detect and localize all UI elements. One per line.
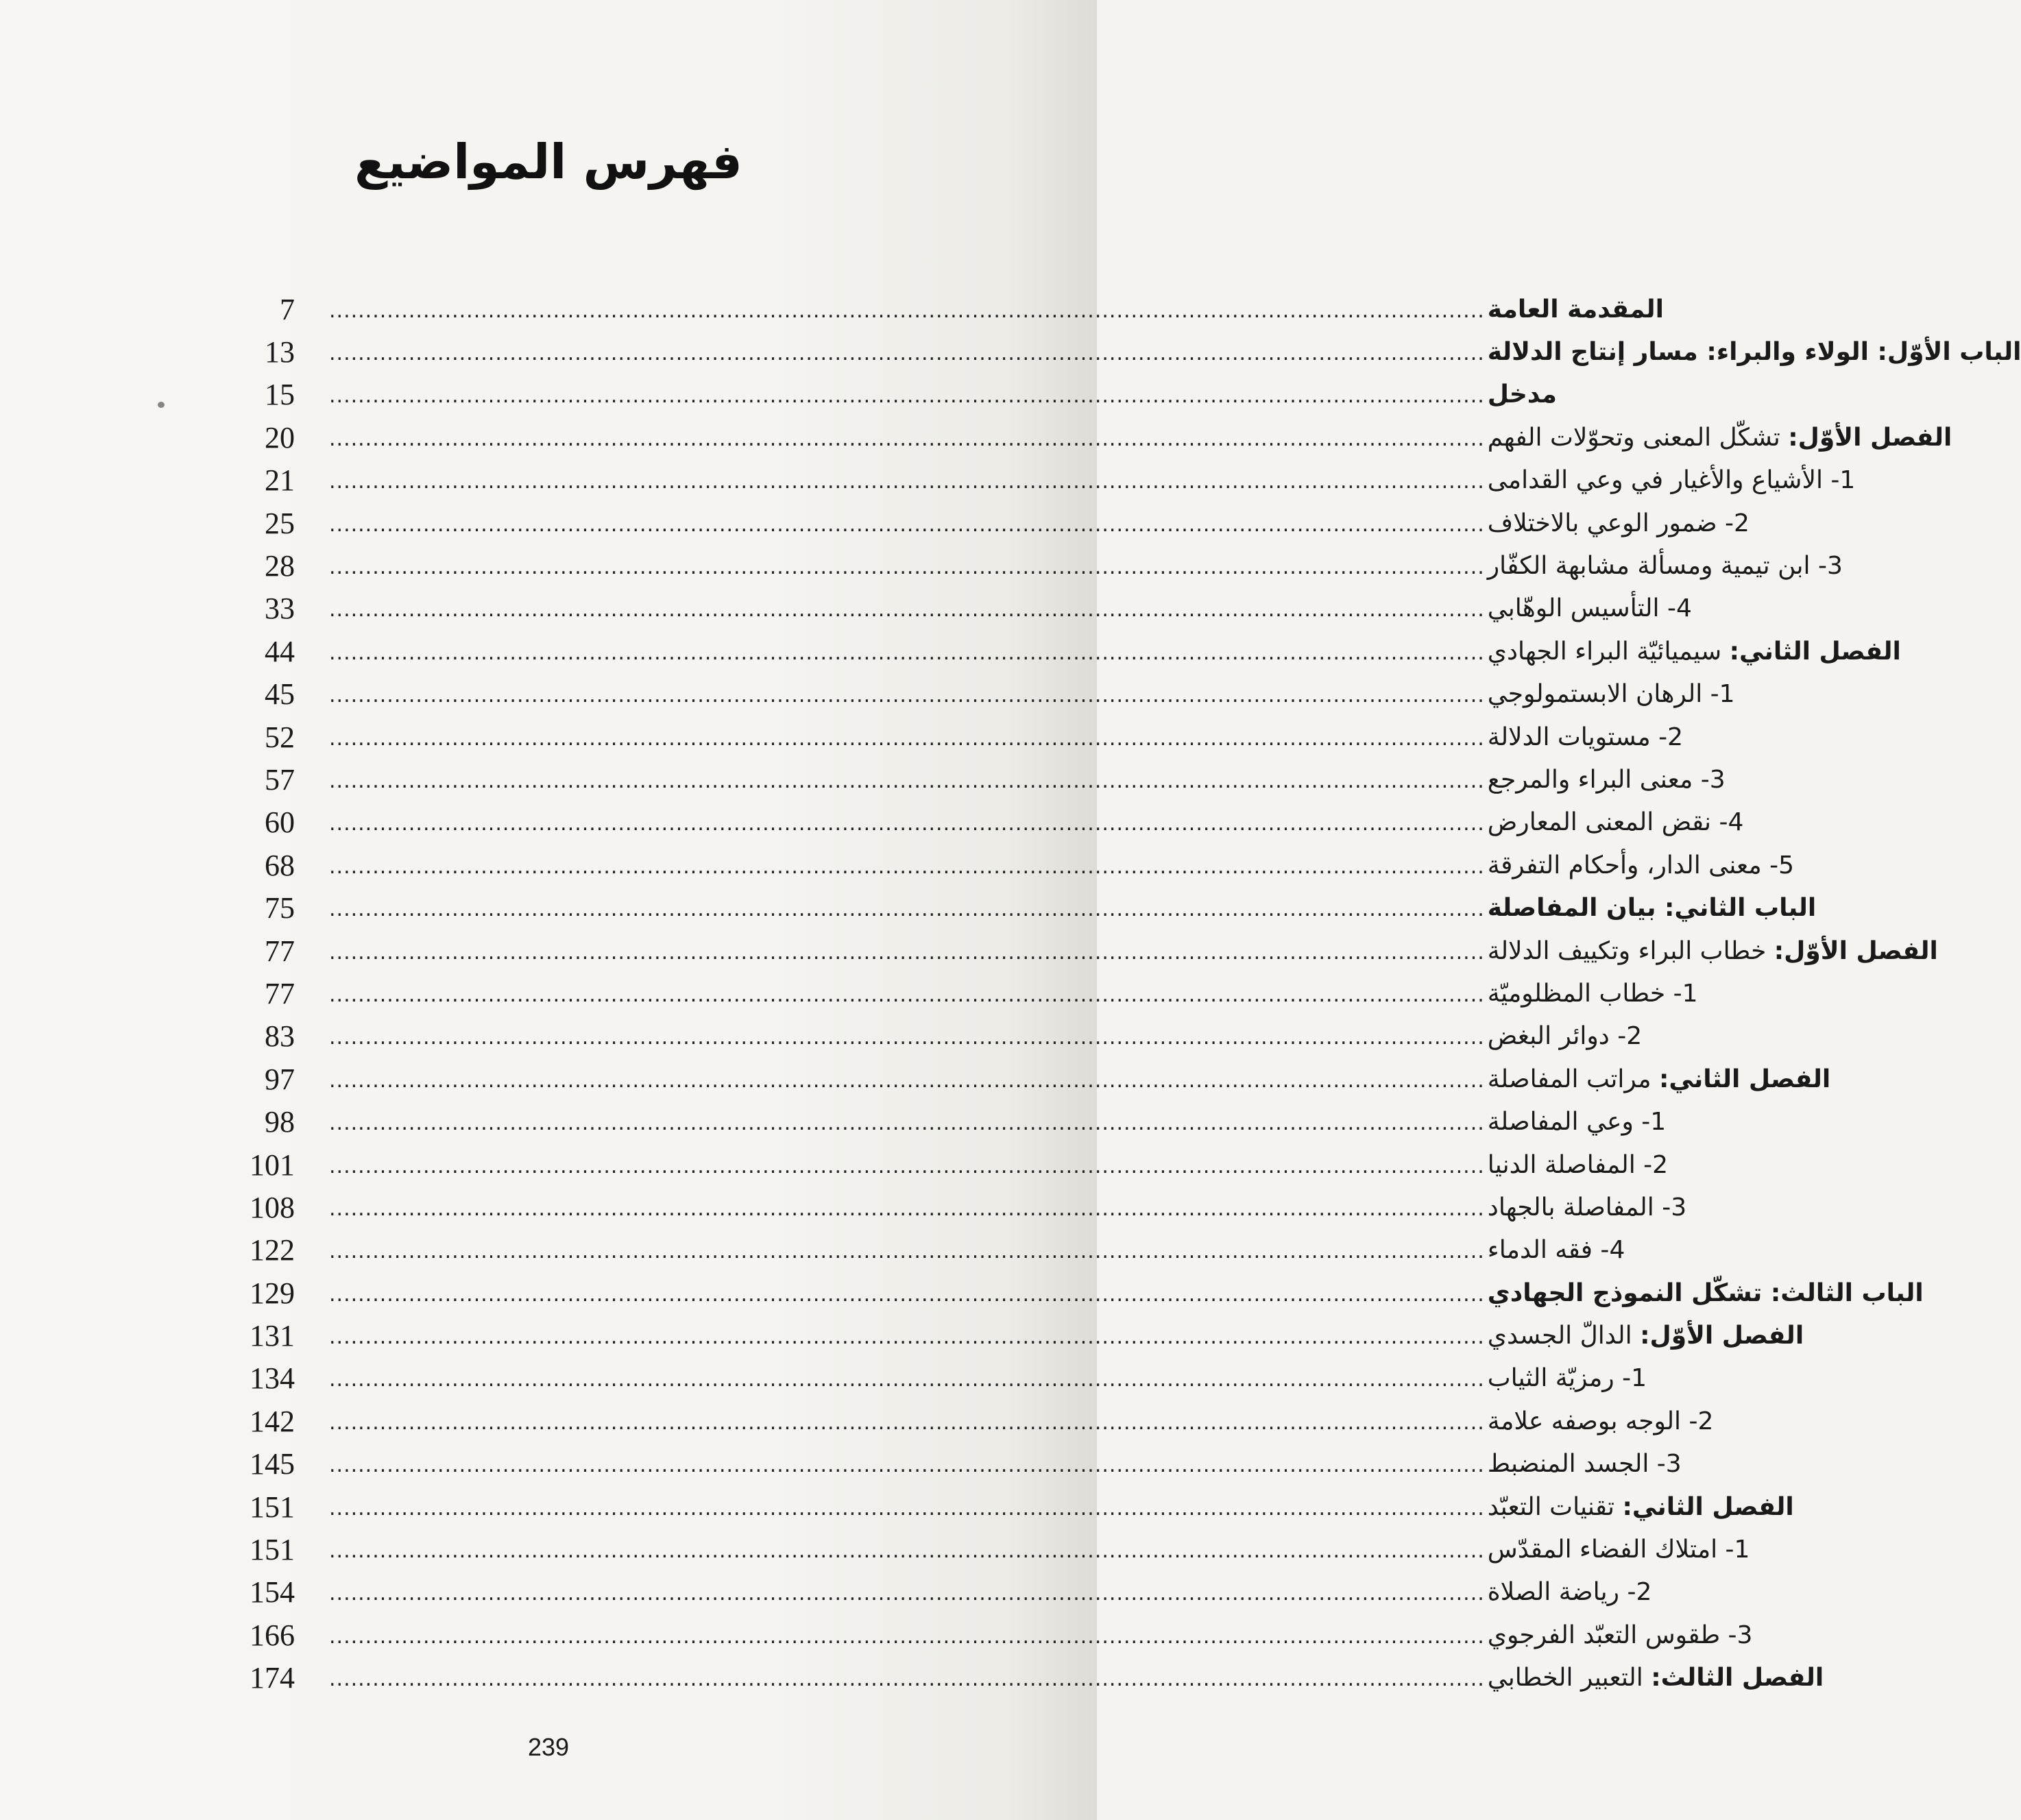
toc-page-number: 25 — [265, 506, 295, 540]
toc-entry-label — [1488, 1022, 1642, 1050]
toc-entry-label — [1488, 766, 1726, 794]
toc-entry-label — [1488, 1450, 1682, 1478]
toc-leader-dots: ................................................................................................................................................................ — [329, 1026, 1485, 1050]
toc-entry-text — [329, 509, 1750, 537]
toc-page-number: 97 — [265, 1062, 295, 1096]
toc-leader-dots: ................................................................................................................................................................ — [329, 982, 1485, 1007]
toc-entry-title: الدالّ الجسدي — [1487, 1322, 1641, 1350]
toc-entry-title: 2- رياضة الصلاة — [1487, 1578, 1652, 1607]
toc-entry-text — [329, 1621, 1752, 1649]
toc-entry-title: 2- ضمور الوعي بالاختلاف — [1487, 509, 1750, 537]
toc-leader-dots: ................................................................................................................................................................ — [329, 341, 1485, 366]
toc-leader-dots: ................................................................................................................................................................ — [329, 1453, 1485, 1478]
toc-leader-dots: ................................................................................................................................................................ — [329, 1239, 1485, 1264]
toc-page-number: 122 — [250, 1233, 295, 1267]
toc-entry-text — [329, 466, 1855, 494]
toc-leader-dots: ................................................................................................................................................................ — [329, 854, 1485, 879]
toc-entry-label — [1488, 980, 1698, 1008]
toc-entry-text — [329, 424, 1952, 452]
toc-entry-title: مراتب المفاصلة — [1487, 1065, 1659, 1093]
toc-entry — [206, 1058, 1831, 1100]
toc-leader-dots: ................................................................................................................................................................ — [329, 1154, 1485, 1178]
toc-page-number: 33 — [265, 592, 295, 626]
toc-entry-label — [1488, 1664, 1824, 1692]
toc-chapter-lead: الفصل الثاني: — [1658, 1065, 1831, 1093]
toc-leader-dots: ................................................................................................................................................................ — [329, 1196, 1485, 1221]
toc-page-number: 129 — [250, 1276, 295, 1310]
toc-leader-dots: ................................................................................................................................................................ — [329, 683, 1485, 708]
toc-entry — [206, 587, 1692, 630]
toc-chapter-lead: الفصل الأوّل: — [1774, 936, 1938, 965]
toc-entry-text — [329, 1151, 1668, 1179]
toc-entry — [206, 1443, 1682, 1485]
toc-entry-title: مدخل — [1487, 380, 1557, 409]
toc-entry-text — [329, 1279, 1924, 1307]
toc-chapter-lead: الفصل الثاني: — [1729, 637, 1901, 666]
toc-entry-label — [1488, 1151, 1668, 1179]
toc-page-number: 20 — [265, 420, 295, 454]
toc-entry-label — [1488, 594, 1692, 622]
toc-entry-title: 2- دوائر البغض — [1487, 1022, 1643, 1051]
toc-page-number: 52 — [265, 720, 295, 754]
toc-leader-dots: ................................................................................................................................................................ — [329, 1410, 1485, 1435]
toc-entry — [206, 1314, 1804, 1357]
toc-entry-text — [329, 338, 2021, 366]
toc-leader-dots: ................................................................................................................................................................ — [329, 426, 1485, 451]
toc-page-number: 166 — [250, 1618, 295, 1652]
toc-leader-dots: ................................................................................................................................................................ — [329, 897, 1485, 922]
toc-entry-text — [329, 1578, 1651, 1606]
toc-leader-dots: ................................................................................................................................................................ — [329, 1667, 1485, 1692]
toc-page-number: 101 — [250, 1148, 295, 1182]
toc-entry — [206, 630, 1901, 672]
toc-leader-dots: ................................................................................................................................................................ — [329, 470, 1485, 494]
toc-entry-title: سيميائيّة البراء الجهادي — [1487, 637, 1730, 666]
toc-entry-text — [329, 1664, 1824, 1692]
toc-leader-dots: ................................................................................................................................................................ — [329, 940, 1485, 964]
toc-entry-label — [1488, 509, 1750, 537]
toc-entry-label — [1488, 723, 1683, 751]
toc-entry-title: 1- الرهان الابستمولوجي — [1487, 680, 1735, 709]
toc-page-number: 77 — [265, 976, 295, 1010]
toc-entry — [206, 330, 2021, 373]
toc-entry-text — [329, 295, 1664, 324]
toc-chapter-lead: الفصل الثاني: — [1622, 1492, 1794, 1521]
toc-entry-text — [329, 937, 1938, 965]
toc-entry-text — [329, 1065, 1830, 1093]
toc-entry-text — [329, 1536, 1750, 1564]
toc-leader-dots: ................................................................................................................................................................ — [329, 1325, 1485, 1350]
toc-entry-title: 4- نقض المعنى المعارض — [1487, 808, 1744, 837]
toc-entry — [206, 502, 1750, 544]
toc-entry-title: 4- فقه الدماء — [1487, 1236, 1625, 1265]
toc-entry-title: 4- التأسيس الوهّابي — [1487, 594, 1692, 623]
toc-entry-text — [329, 380, 1557, 409]
toc-entry-text — [329, 851, 1794, 879]
toc-entry-text — [329, 680, 1735, 708]
toc-entry-title: خطاب البراء وتكييف الدلالة — [1487, 936, 1774, 965]
toc-chapter-lead: الفصل الثالث: — [1651, 1664, 1824, 1692]
toc-page-number: 44 — [265, 634, 295, 668]
toc-entry — [206, 1015, 1643, 1058]
toc-leader-dots: ................................................................................................................................................................ — [329, 812, 1485, 836]
toc-entry-title: 5- معنى الدار، وأحكام التفرقة — [1487, 851, 1795, 879]
toc-entry — [206, 1657, 1824, 1699]
toc-entry-text — [329, 1322, 1804, 1350]
toc-entry — [206, 1614, 1753, 1656]
toc-entry-label — [1488, 295, 1664, 324]
toc-entry-label — [1488, 808, 1744, 836]
page-number: 239 — [527, 1733, 570, 1761]
toc-entry-text — [329, 1364, 1647, 1392]
toc-leader-dots: ................................................................................................................................................................ — [329, 384, 1485, 409]
toc-entry-label — [1488, 1536, 1750, 1564]
toc-entry-text — [329, 1236, 1625, 1264]
toc-page-number: 75 — [265, 891, 295, 925]
toc-entry-label — [1488, 1108, 1666, 1136]
toc-entry — [206, 459, 1856, 502]
toc-entry-text — [329, 638, 1901, 666]
page-title: فهرس المواضيع — [354, 134, 742, 190]
toc-leader-dots: ................................................................................................................................................................ — [329, 726, 1485, 751]
toc-entry-label — [1488, 1578, 1652, 1606]
toc-leader-dots: ................................................................................................................................................................ — [329, 1282, 1485, 1307]
toc-entry-title: 2- الوجه بوصفه علامة — [1487, 1407, 1714, 1435]
ink-speck — [158, 402, 165, 408]
toc-entry-label — [1488, 680, 1735, 708]
toc-page-number: 142 — [250, 1404, 295, 1438]
toc-entry — [206, 1400, 1714, 1442]
toc-entry-label — [1488, 1236, 1625, 1264]
toc-entry-label — [1488, 937, 1938, 965]
toc-entry-title: تقنيات التعبّد — [1487, 1492, 1623, 1521]
toc-leader-dots: ................................................................................................................................................................ — [329, 1539, 1485, 1564]
toc-entry — [206, 374, 1557, 416]
toc-entry-title: تشكّل المعنى وتحوّلات الفهم — [1487, 423, 1789, 452]
toc-entry-label — [1488, 424, 1952, 452]
toc-page-number: 108 — [250, 1190, 295, 1224]
toc-page-number: 151 — [250, 1490, 295, 1524]
toc-leader-dots: ................................................................................................................................................................ — [329, 1368, 1485, 1392]
toc-chapter-lead: الفصل الأوّل: — [1640, 1322, 1804, 1350]
toc-entry — [206, 1100, 1667, 1143]
toc-entry-label — [1488, 1279, 1924, 1307]
toc-entry-title: 2- مستويات الدلالة — [1487, 723, 1683, 751]
toc-entry-title: الباب الثالث: تشكّل النموذج الجهادي — [1487, 1278, 1924, 1307]
toc-entry-text — [329, 723, 1683, 751]
toc-leader-dots: ................................................................................................................................................................ — [329, 1496, 1485, 1520]
toc-entry — [206, 1357, 1647, 1400]
toc-entry-label — [1488, 1621, 1753, 1649]
toc-entry-text — [329, 808, 1743, 836]
toc-entry-title: 1- امتلاك الفضاء المقدّس — [1487, 1536, 1750, 1564]
toc-entry-title: 1- رمزيّة الثياب — [1487, 1364, 1647, 1393]
toc-entry — [206, 930, 1938, 972]
toc-entry-title: 3- الجسد المنضبط — [1487, 1450, 1682, 1479]
toc-entry-text — [329, 766, 1726, 794]
toc-page-number: 15 — [265, 378, 295, 412]
toc-entry-label — [1488, 552, 1843, 580]
toc-entry-label — [1488, 1493, 1794, 1521]
toc-entry-title: 2- المفاصلة الدنيا — [1487, 1150, 1669, 1179]
toc-entry — [206, 1571, 1652, 1614]
toc-entry — [206, 716, 1683, 758]
toc-page-number: 174 — [250, 1661, 295, 1695]
toc-entry-text — [329, 1193, 1686, 1222]
toc-page-number: 83 — [265, 1019, 295, 1054]
toc-entry-title: 1- الأشياع والأغيار في وعي القدامى — [1487, 466, 1856, 495]
toc-entry — [206, 673, 1735, 716]
toc-entry — [206, 801, 1744, 844]
toc-page-number: 28 — [265, 549, 295, 583]
toc-entry-label — [1488, 338, 2021, 366]
toc-entry-label — [1488, 1193, 1686, 1222]
toc-page-number: 154 — [250, 1575, 295, 1610]
toc-entry — [206, 886, 1817, 929]
toc-entry-label — [1488, 851, 1794, 879]
toc-entry-label — [1488, 1065, 1830, 1093]
toc-page-number: 151 — [250, 1533, 295, 1567]
toc-entry-label — [1488, 638, 1901, 666]
toc-entry — [206, 1143, 1669, 1186]
toc-entry-title: التعبير الخطابي — [1487, 1664, 1651, 1692]
toc-page-number: 13 — [265, 335, 295, 369]
toc-leader-dots: ................................................................................................................................................................ — [329, 512, 1485, 537]
toc-leader-dots: ................................................................................................................................................................ — [329, 640, 1485, 665]
toc-entry — [206, 972, 1698, 1015]
toc-leader-dots: ................................................................................................................................................................ — [329, 298, 1485, 323]
toc-entry — [206, 544, 1843, 587]
toc-page-number: 7 — [280, 292, 295, 326]
toc-entry-text — [329, 980, 1698, 1008]
toc-leader-dots: ................................................................................................................................................................ — [329, 1111, 1485, 1136]
toc-page-number: 131 — [250, 1319, 295, 1353]
toc-page-number: 57 — [265, 762, 295, 797]
toc-page-number: 45 — [265, 677, 295, 712]
toc-entry — [206, 844, 1795, 886]
toc-entry — [206, 416, 1952, 459]
toc-leader-dots: ................................................................................................................................................................ — [329, 1068, 1485, 1093]
toc-entry-text — [329, 1022, 1642, 1050]
toc-entry-label — [1488, 380, 1557, 409]
toc-page-number: 68 — [265, 848, 295, 882]
toc-entry — [206, 758, 1726, 801]
toc-entry-label — [1488, 466, 1856, 494]
toc-page-number: 98 — [265, 1105, 295, 1139]
toc-entry-title: 3- طقوس التعبّد الفرجوي — [1487, 1621, 1753, 1649]
toc-entry-title: 3- المفاصلة بالجهاد — [1487, 1193, 1687, 1222]
toc-entry-title: 1- خطاب المظلوميّة — [1487, 979, 1698, 1008]
toc-entry-title: 1- وعي المفاصلة — [1487, 1108, 1667, 1137]
toc-entry — [206, 1528, 1750, 1570]
toc-entry — [206, 1485, 1794, 1528]
toc-entry-text — [329, 1450, 1682, 1478]
toc-entry-title: الباب الأوّل: الولاء والبراء: مسار إنتاج الدلالة — [1487, 338, 2021, 367]
toc-page-number: 134 — [250, 1361, 295, 1396]
toc-entry-label — [1488, 1364, 1647, 1392]
toc-entry — [206, 288, 1664, 330]
toc-entry-title: 3- ابن تيمية ومسألة مشابهة الكفّار — [1487, 552, 1843, 581]
toc-entry-label — [1488, 1407, 1714, 1435]
toc-entry-title: 3- معنى البراء والمرجع — [1487, 765, 1726, 794]
toc-entry-text — [329, 1108, 1666, 1136]
toc-page-number: 145 — [250, 1447, 295, 1481]
toc-entry — [206, 1186, 1687, 1228]
toc-leader-dots: ................................................................................................................................................................ — [329, 598, 1485, 622]
toc-leader-dots: ................................................................................................................................................................ — [329, 768, 1485, 793]
toc-entry-text — [329, 594, 1692, 622]
toc-page-number: 60 — [265, 805, 295, 840]
toc-entry-text — [329, 552, 1843, 580]
toc-leader-dots: ................................................................................................................................................................ — [329, 1624, 1485, 1649]
toc-leader-dots: ................................................................................................................................................................ — [329, 555, 1485, 580]
toc-page-number: 77 — [265, 934, 295, 968]
toc-chapter-lead: الفصل الأوّل: — [1788, 423, 1952, 452]
toc-entry — [206, 1229, 1625, 1272]
toc-entry-label — [1488, 894, 1816, 922]
table-of-contents — [206, 288, 2021, 1699]
toc-entry-text — [329, 1493, 1794, 1521]
toc-leader-dots: ................................................................................................................................................................ — [329, 1581, 1485, 1606]
toc-entry-title: الباب الثاني: بيان المفاصلة — [1487, 894, 1817, 923]
toc-entry-text — [329, 894, 1816, 922]
toc-page-number: 21 — [265, 463, 295, 498]
toc-entry-label — [1488, 1322, 1804, 1350]
toc-entry — [206, 1272, 1924, 1314]
toc-entry-title: المقدمة العامة — [1487, 295, 1664, 324]
toc-entry-text — [329, 1407, 1713, 1435]
